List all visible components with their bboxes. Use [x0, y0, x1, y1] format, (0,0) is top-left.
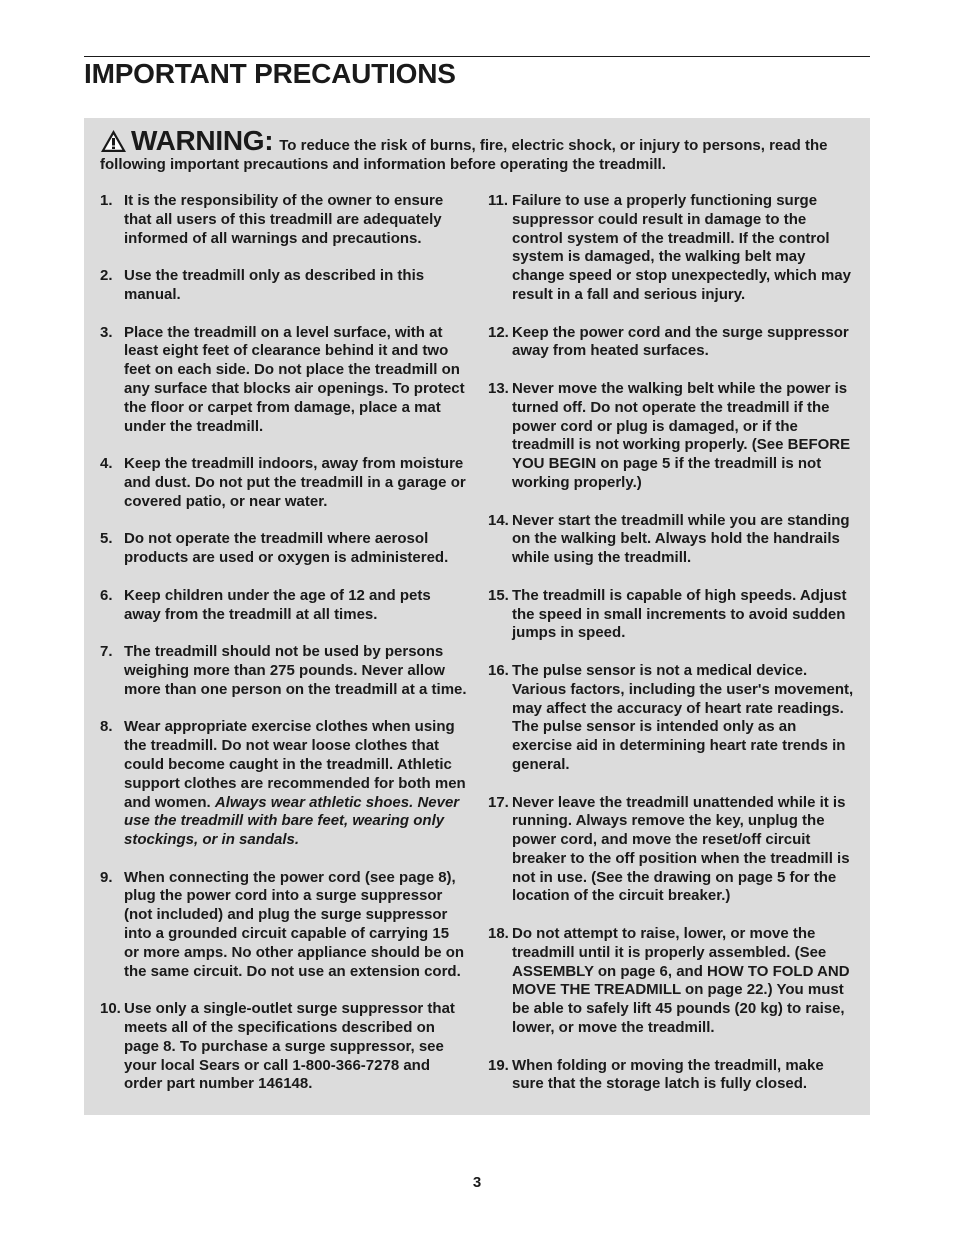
precautions-column-left: [100, 192, 468, 1094]
precaution-body: When folding or moving the treadmill, make sure that the storage latch is fully closed.: [512, 1056, 824, 1093]
precaution-number: 19.: [488, 1056, 509, 1074]
precaution-number: 18.: [488, 925, 509, 943]
precaution-text: [124, 643, 468, 699]
precaution-text: [512, 794, 856, 907]
precaution-number: 17.: [488, 793, 509, 811]
precaution-item: [488, 512, 856, 568]
precaution-body: Use only a single-outlet surge suppressor that meets all of the specifications described on page 8. To purchase a surge suppressor, see your local Sears or call 1-800-366-7278 and order part number 146148.: [124, 1000, 455, 1093]
precaution-text: [512, 192, 856, 305]
precaution-body: The treadmill is capable of high speeds. Adjust the speed in small increments to avoid sudden jumps in speed.: [512, 586, 847, 642]
warning-triangle-icon: [100, 129, 127, 153]
precaution-text: [124, 267, 468, 305]
precaution-item: [488, 925, 856, 1038]
precaution-item: [488, 324, 856, 362]
precaution-text: [512, 925, 856, 1038]
precaution-text: [124, 1000, 468, 1094]
precaution-item: [100, 1000, 468, 1094]
page-number: 3: [472, 1174, 482, 1191]
precautions-column-right: [488, 192, 856, 1094]
precaution-number: 10.: [100, 1000, 121, 1018]
precaution-number: 7.: [100, 643, 113, 661]
precaution-number: 13.: [488, 379, 509, 397]
precaution-number: 15.: [488, 586, 509, 604]
precaution-item: [100, 643, 468, 699]
precaution-item: [488, 380, 856, 493]
precaution-number: 2.: [100, 267, 113, 285]
precaution-emphasis: Always wear athletic shoes. Never use the treadmill with bare feet, wearing only stockings, or in sandals.: [124, 793, 460, 849]
precaution-number: 4.: [100, 455, 113, 473]
precaution-body: It is the responsibility of the owner to ensure that all users of this treadmill are adequately informed of all warnings and precautions.: [124, 192, 444, 247]
precaution-text: [124, 192, 468, 248]
precaution-text: [512, 380, 856, 493]
precaution-number: 3.: [100, 323, 113, 341]
precaution-body: Use the treadmill only as described in this manual.: [124, 267, 425, 303]
precaution-item: [488, 1057, 856, 1095]
precaution-item: [488, 587, 856, 643]
precaution-number: 16.: [488, 661, 509, 679]
warning-lead: [100, 126, 279, 155]
warning-text: To reduce the risk of burns, fire, electric shock, or injury to persons, read the following important precautions and information before operating the treadmill.: [100, 137, 828, 173]
precaution-item: [100, 587, 468, 625]
precaution-item: [100, 267, 468, 305]
precaution-body: The pulse sensor is not a medical device. Various factors, including the user's movement, may affect the accuracy of heart rate readings. The pulse sensor is intended only as an exercise aid in determining heart rate trends in general.: [512, 661, 854, 773]
precaution-item: [488, 662, 856, 775]
warning-word: WARNING:: [131, 125, 274, 156]
precaution-body: Keep children under the age of 12 and pets away from the treadmill at all times.: [124, 586, 431, 623]
precautions-panel: [84, 118, 870, 1115]
precaution-text: [124, 718, 468, 850]
precaution-item: [100, 324, 468, 437]
precaution-text: [512, 1057, 856, 1095]
precaution-item: [100, 192, 468, 248]
precaution-body: The treadmill should not be used by persons weighing more than 275 pounds. Never allow more than one person on the treadmill at a time.: [124, 643, 467, 698]
precaution-body: Never leave the treadmill unattended while it is running. Always remove the key, unplug the power cord, and move the reset/off circuit breaker to the off position when the treadmill is not in use. (See the drawing on page 5 for the location of the circuit breaker.): [512, 793, 850, 905]
precaution-number: 5.: [100, 530, 113, 548]
page-title: IMPORTANT PRECAUTIONS: [84, 58, 456, 89]
precaution-item: [100, 869, 468, 982]
warning-intro: [100, 126, 858, 174]
precaution-item: [100, 455, 468, 511]
precaution-body: Place the treadmill on a level surface, with at least eight feet of clearance behind it and two feet on each side. Do not place the treadmill on any surface that blocks air openings. To protect the floor or carpet from damage, place a mat under the treadmill.: [124, 323, 465, 435]
precaution-number: 12.: [488, 323, 509, 341]
precaution-number: 6.: [100, 586, 113, 604]
precaution-text: [124, 587, 468, 625]
precaution-number: 1.: [100, 192, 113, 209]
precaution-text: [124, 324, 468, 437]
precaution-text: [512, 324, 856, 362]
top-rule: [84, 56, 870, 57]
precaution-item: [488, 794, 856, 907]
precaution-number: 11.: [488, 192, 509, 209]
precaution-text: [512, 587, 856, 643]
precaution-body: When connecting the power cord (see page 8), plug the power cord into a surge suppressor (not included) and plug the surge suppressor into a grounded circuit capable of carrying 15 or more amps. No other appliance should be on the same circuit. Do not use an extension cord.: [124, 868, 465, 980]
precaution-text: [512, 512, 856, 568]
precaution-text: [124, 869, 468, 982]
precaution-item: [100, 530, 468, 568]
precaution-item: [488, 192, 856, 305]
precaution-number: 9.: [100, 868, 113, 886]
precaution-body: Wear appropriate exercise clothes when using the treadmill. Do not wear loose clothes that could become caught in the treadmill. Athletic support clothes are recommended for both men and women.: [124, 718, 466, 811]
precaution-body: Never move the walking belt while the power is turned off. Do not operate the treadmill if the power cord or plug is damaged, or if the treadmill is not working properly. (See BEFORE YOU BEGIN on page 5 if the treadmill is not working properly.): [512, 379, 851, 491]
precaution-body: Keep the treadmill indoors, away from moisture and dust. Do not put the treadmill in a garage or covered patio, or near water.: [124, 455, 466, 510]
precaution-body: Failure to use a properly functioning surge suppressor could result in damage to the control system of the treadmill. If the control system is damaged, the walking belt may change speed or stop unexpectedly, which may result in a fall and serious injury.: [512, 192, 851, 303]
precaution-number: 14.: [488, 511, 509, 529]
precaution-number: 8.: [100, 718, 113, 736]
precaution-body: Keep the power cord and the surge suppressor away from heated surfaces.: [512, 323, 849, 360]
precaution-item: [100, 718, 468, 850]
precaution-body: Do not attempt to raise, lower, or move the treadmill until it is properly assembled. (See ASSEMBLY on page 6, and HOW TO FOLD AND MOVE THE TREADMILL on page 22.) You must be able to safely lift 45 pounds (20 kg) to raise, lower, or move the treadmill.: [512, 925, 850, 1037]
precaution-text: [124, 455, 468, 511]
precaution-body: Never start the treadmill while you are standing on the walking belt. Always hold the handrails while using the treadmill.: [512, 511, 850, 567]
precaution-body: Do not operate the treadmill where aerosol products are used or oxygen is administered.: [124, 530, 449, 567]
precaution-text: [512, 662, 856, 775]
precaution-text: [124, 530, 468, 568]
